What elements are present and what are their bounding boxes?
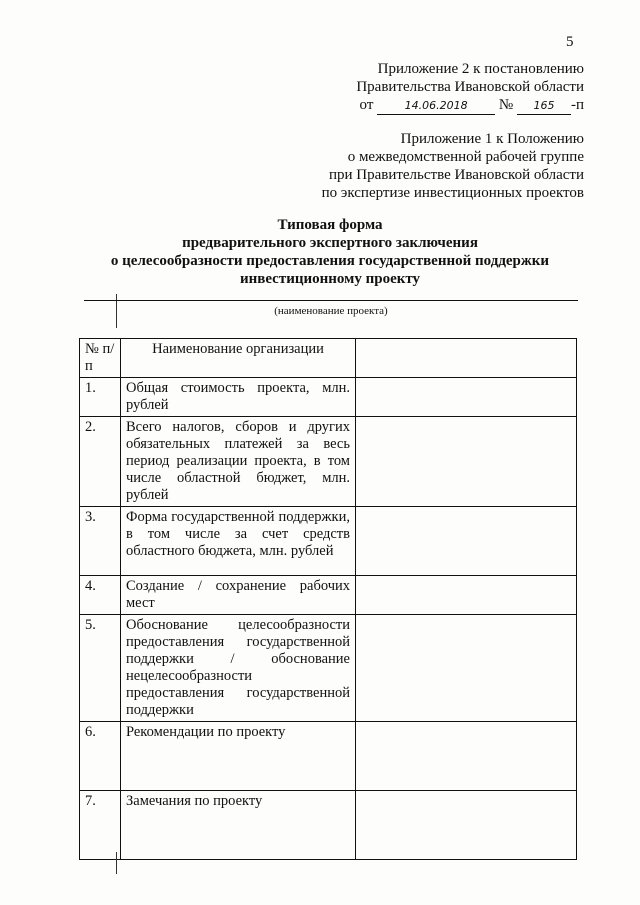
row-num: 6. [80, 722, 121, 791]
row-value-cell [356, 791, 577, 860]
title-line4: инвестиционному проекту [239, 271, 421, 287]
row-num: 1. [80, 378, 121, 417]
appendix-1-line3: при Правительстве Ивановской области [328, 167, 584, 183]
table-row [80, 722, 577, 791]
margin-mark-bottom [116, 852, 117, 874]
header-num: № п/п [80, 339, 121, 378]
row-text: Всего налогов, сборов и других обязательных платежей за весь период реализации проекта, в том числе областной бюджет, млн. рублей [121, 417, 356, 507]
decree-number: 165 [517, 98, 571, 115]
decree-date: 14.06.2018 [377, 98, 495, 115]
row-value-cell [356, 615, 577, 722]
row-text: Общая стоимость проекта, млн. рублей [121, 378, 356, 417]
table-row [80, 791, 577, 860]
header-organization: Наименование организации [121, 339, 356, 378]
page-number: 5 [566, 34, 574, 50]
row-num: 7. [80, 791, 121, 860]
row-num: 4. [80, 576, 121, 615]
project-name-label: (наименование проекта) [274, 305, 388, 317]
row-text: Форма государственной поддержки, в том числе за счет средств областного бюджета, млн. рублей [121, 507, 356, 576]
from-label: от [359, 97, 374, 113]
table-row [80, 576, 577, 615]
row-num: 5. [80, 615, 121, 722]
appendix-2-line1: Приложение 2 к постановлению [377, 61, 584, 77]
row-value-cell [356, 417, 577, 507]
number-suffix: -п [570, 97, 584, 113]
appendix-2-header [356, 60, 584, 115]
number-label: № [498, 97, 514, 113]
row-value-cell [356, 722, 577, 791]
table-header-row [80, 339, 577, 378]
row-value-cell [356, 378, 577, 417]
table-row [80, 417, 577, 507]
row-text: Замечания по проекту [121, 791, 356, 860]
appendix-1-header [322, 130, 584, 202]
title-line2: предварительного экспертного заключения [182, 235, 478, 251]
title-line1: Типовая форма [277, 217, 383, 233]
appendix-2-line2: Правительства Ивановской области [356, 79, 584, 95]
appendix-1-line1: Приложение 1 к Положению [400, 131, 584, 147]
table-row [80, 615, 577, 722]
table-row [80, 378, 577, 417]
row-num: 2. [80, 417, 121, 507]
header-value-cell [356, 339, 577, 378]
row-num: 3. [80, 507, 121, 576]
table-row [80, 507, 577, 576]
form-table [79, 338, 577, 860]
appendix-1-line2: о межведомственной рабочей группе [347, 149, 584, 165]
project-name-line [84, 300, 578, 301]
row-value-cell [356, 507, 577, 576]
row-text: Создание / сохранение рабочих мест [121, 576, 356, 615]
appendix-1-line4: по экспертизе инвестиционных проектов [321, 185, 584, 201]
row-value-cell [356, 576, 577, 615]
title-line3: о целесообразности предоставления государственной поддержки [110, 253, 550, 269]
decree-date-number-line [356, 96, 584, 115]
row-text: Рекомендации по проекту [121, 722, 356, 791]
form-title [60, 216, 600, 288]
row-text: Обоснование целесообразности предоставления государственной поддержки / обоснование нецелесообразности предоставления государственной поддержки [121, 615, 356, 722]
